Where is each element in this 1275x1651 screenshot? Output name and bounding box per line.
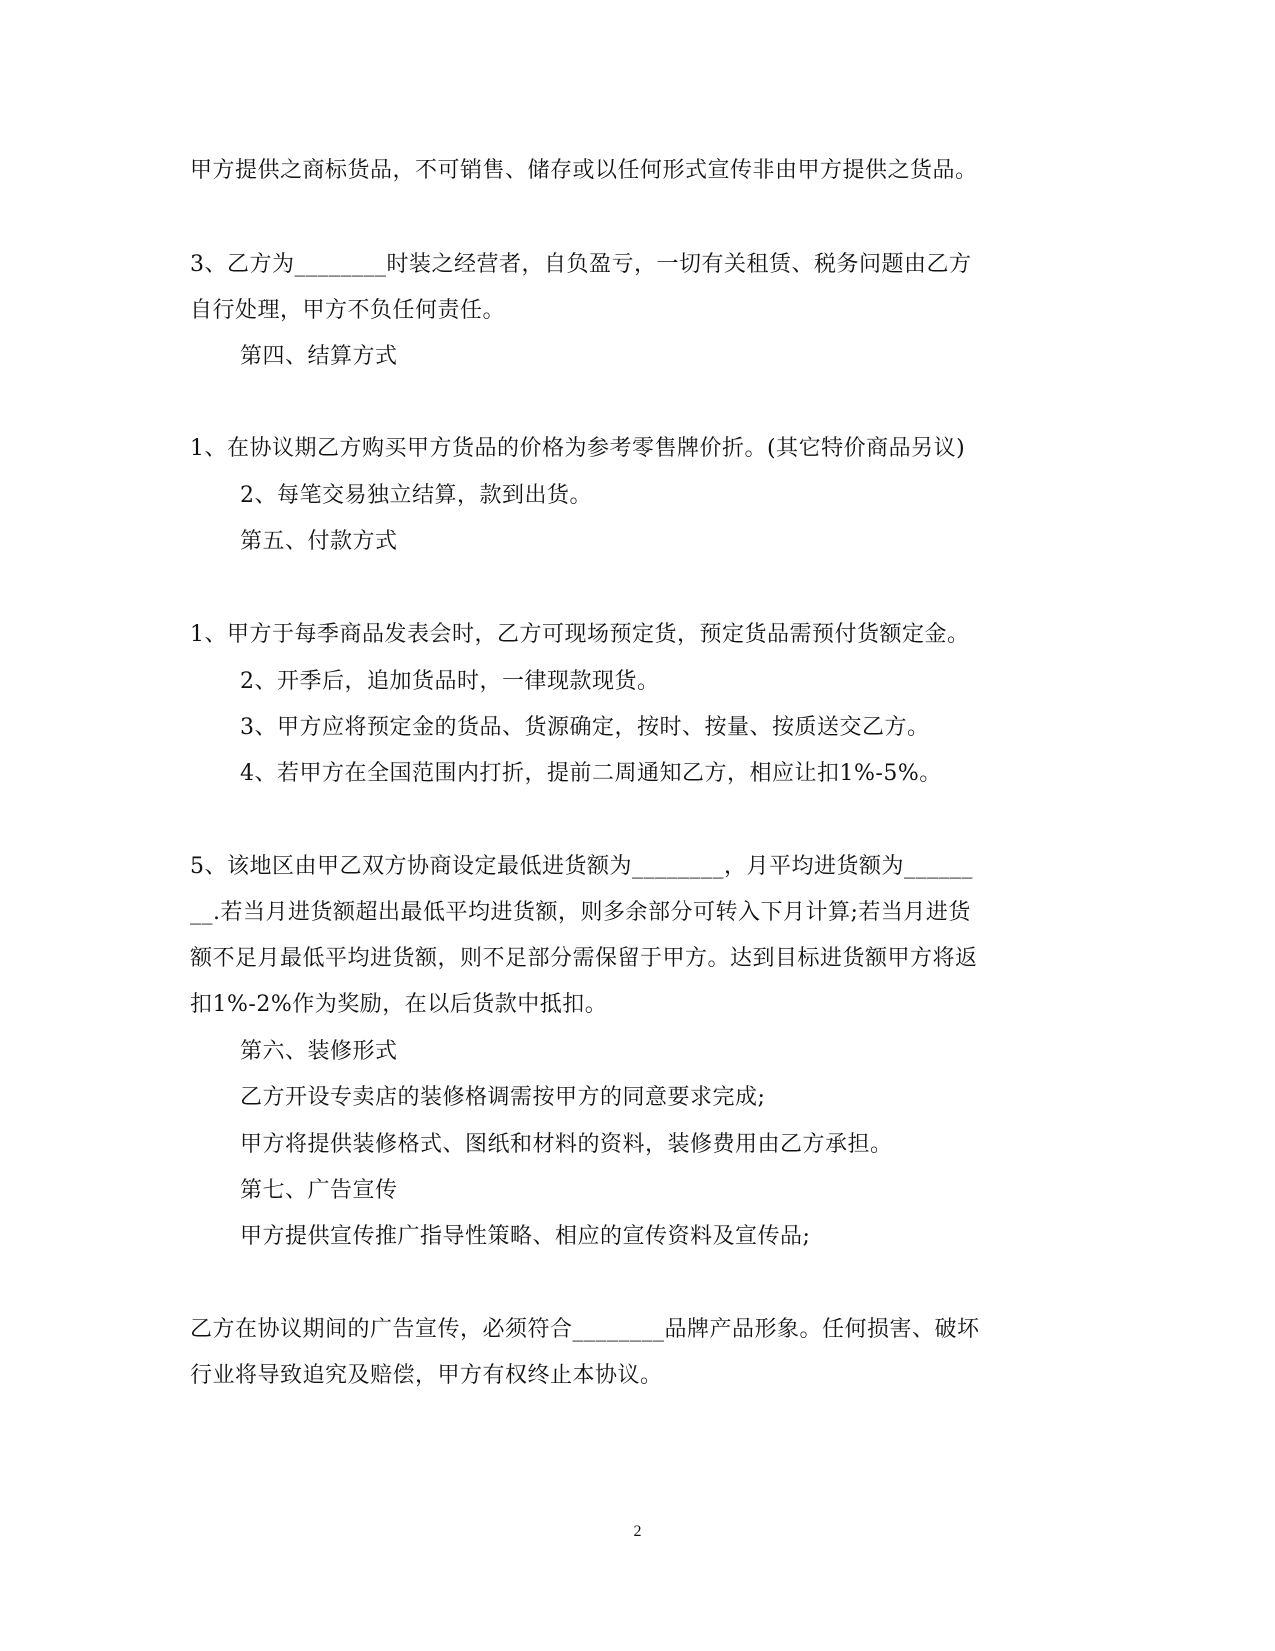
paragraph-line: 1、在协议期乙方购买甲方货品的价格为参考零售牌价折。(其它特价商品另议) [190, 436, 966, 461]
paragraph-line: 4、若甲方在全国范围内打折，提前二周通知乙方，相应让扣1%-5%。 [240, 761, 942, 786]
paragraph-line: 行业将导致追究及赔偿，甲方有权终止本协议。 [190, 1363, 663, 1388]
paragraph-line: __.若当月进货额超出最低平均进货额，则多余部分可转入下月计算;若当月进货 [190, 900, 971, 925]
section-heading: 第四、结算方式 [240, 344, 398, 369]
paragraph-line: 3、乙方为________时装之经营者，自负盈亏，一切有关租赁、税务问题由乙方 [190, 252, 972, 277]
page-number: 2 [633, 1523, 642, 1540]
paragraph-line: 3、甲方应将预定金的货品、货源确定，按时、按量、按质送交乙方。 [240, 715, 930, 740]
paragraph-line: 甲方提供宣传推广指导性策略、相应的宣传资料及宣传品; [240, 1224, 811, 1249]
paragraph-line: 乙方在协议期间的广告宣传，必须符合________品牌产品形象。任何损害、破坏 [190, 1317, 980, 1342]
paragraph-line: 甲方将提供装修格式、图纸和材料的资料，装修费用由乙方承担。 [240, 1132, 893, 1157]
paragraph-line: 5、该地区由甲乙双方协商设定最低进货额为________，月平均进货额为______ [190, 854, 973, 879]
paragraph-line: 2、每笔交易独立结算，款到出货。 [240, 483, 592, 508]
section-heading: 第五、付款方式 [240, 529, 398, 554]
paragraph-line: 1、甲方于每季商品发表会时，乙方可现场预定货，预定货品需预付货额定金。 [190, 622, 970, 647]
paragraph-line: 2、开季后，追加货品时，一律现款现货。 [240, 669, 660, 694]
paragraph-line: 扣1%-2%作为奖励，在以后货款中抵扣。 [190, 992, 608, 1017]
paragraph-line: 甲方提供之商标货品，不可销售、储存或以任何形式宣传非由甲方提供之货品。 [190, 158, 978, 183]
paragraph-line: 自行处理，甲方不负任何责任。 [190, 298, 506, 323]
paragraph-line: 乙方开设专卖店的装修格调需按甲方的同意要求完成; [240, 1085, 766, 1110]
section-heading: 第六、装修形式 [240, 1039, 398, 1064]
section-heading: 第七、广告宣传 [240, 1178, 398, 1203]
paragraph-line: 额不足月最低平均进货额，则不足部分需保留于甲方。达到目标进货额甲方将返 [190, 946, 978, 971]
